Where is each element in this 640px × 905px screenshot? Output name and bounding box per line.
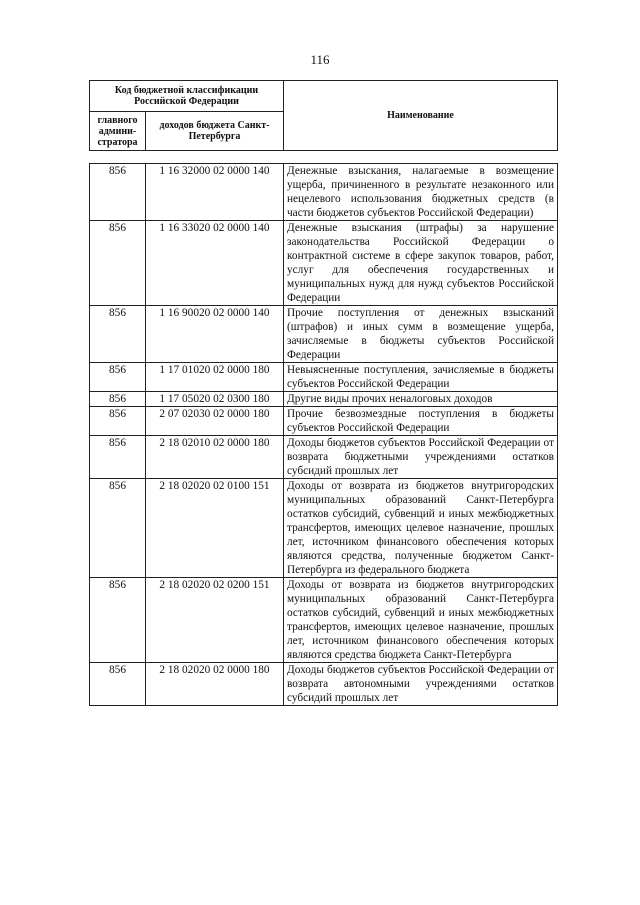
admin-code-cell: 856 <box>90 306 146 363</box>
revenue-name-cell: Доходы бюджетов субъектов Российской Федерации от возврата автономными учреждениями остатков субсидий прошлых лет <box>284 663 558 706</box>
table-row <box>90 221 558 306</box>
revenue-table-body <box>90 164 558 706</box>
budget-code-cell: 2 18 02020 02 0000 180 <box>146 663 284 706</box>
admin-code-cell: 856 <box>90 479 146 578</box>
budget-code-cell: 1 16 32000 02 0000 140 <box>146 164 284 221</box>
revenue-name-cell: Прочие поступления от денежных взысканий (штрафов) и иных сумм в возмещение ущерба, зачисляемые в бюджеты субъектов Российской Федерации <box>284 306 558 363</box>
table-row <box>90 306 558 363</box>
admin-code-cell: 856 <box>90 164 146 221</box>
table-row <box>90 578 558 663</box>
header-name: Наименование <box>284 81 558 151</box>
budget-code-cell: 1 17 05020 02 0300 180 <box>146 392 284 407</box>
header-chief-administrator: главного админи-стратора <box>90 112 146 151</box>
budget-code-cell: 2 18 02020 02 0200 151 <box>146 578 284 663</box>
budget-code-cell: 1 16 90020 02 0000 140 <box>146 306 284 363</box>
revenue-name-cell: Другие виды прочих неналоговых доходов <box>284 392 558 407</box>
budget-code-cell: 2 07 02030 02 0000 180 <box>146 407 284 436</box>
revenue-name-cell: Денежные взыскания (штрафы) за нарушение законодательства Российской Федерации о контрактной системе в сфере закупок товаров, работ, услуг для обеспечения государственных и муниципальных нужд для нужд субъектов Российской Федерации <box>284 221 558 306</box>
table-row <box>90 407 558 436</box>
table-row <box>90 663 558 706</box>
header-classification-code: Код бюджетной классификации Российской Федерации <box>90 81 284 112</box>
table-row <box>90 479 558 578</box>
table-row <box>90 392 558 407</box>
budget-code-cell: 1 16 33020 02 0000 140 <box>146 221 284 306</box>
admin-code-cell: 856 <box>90 436 146 479</box>
table-header <box>89 80 558 151</box>
admin-code-cell: 856 <box>90 578 146 663</box>
admin-code-cell: 856 <box>90 407 146 436</box>
header-budget-revenue: доходов бюджета Санкт-Петербурга <box>146 112 284 151</box>
admin-code-cell: 856 <box>90 663 146 706</box>
page-number: 116 <box>310 52 330 67</box>
table-row <box>90 363 558 392</box>
admin-code-cell: 856 <box>90 221 146 306</box>
admin-code-cell: 856 <box>90 363 146 392</box>
revenue-table <box>89 163 558 706</box>
budget-code-cell: 1 17 01020 02 0000 180 <box>146 363 284 392</box>
revenue-name-cell: Доходы от возврата из бюджетов внутригородских муниципальных образований Санкт-Петербурга остатков субсидий, субвенций и иных межбюджетных трансфертов, имеющих целевое назначение, прошлых лет, источником финансового обеспечения которых являются средства бюджета Санкт-Петербурга <box>284 578 558 663</box>
revenue-name-cell: Денежные взыскания, налагаемые в возмещение ущерба, причиненного в результате незаконного или нецелевого использования бюджетных средств (в части бюджетов субъектов Российской Федерации) <box>284 164 558 221</box>
budget-code-cell: 2 18 02020 02 0100 151 <box>146 479 284 578</box>
revenue-name-cell: Доходы бюджетов субъектов Российской Федерации от возврата бюджетными учреждениями остатков субсидий прошлых лет <box>284 436 558 479</box>
budget-code-cell: 2 18 02010 02 0000 180 <box>146 436 284 479</box>
table-row <box>90 436 558 479</box>
revenue-name-cell: Прочие безвозмездные поступления в бюджеты субъектов Российской Федерации <box>284 407 558 436</box>
admin-code-cell: 856 <box>90 392 146 407</box>
revenue-name-cell: Невыясненные поступления, зачисляемые в бюджеты субъектов Российской Федерации <box>284 363 558 392</box>
table-row <box>90 164 558 221</box>
revenue-name-cell: Доходы от возврата из бюджетов внутригородских муниципальных образований Санкт-Петербурга остатков субсидий, субвенций и иных межбюджетных трансфертов, имеющих целевое назначение, прошлых лет, источником финансового обеспечения которых являются средства, полученные бюджетом Санкт-Петербурга из федерального бюджета <box>284 479 558 578</box>
